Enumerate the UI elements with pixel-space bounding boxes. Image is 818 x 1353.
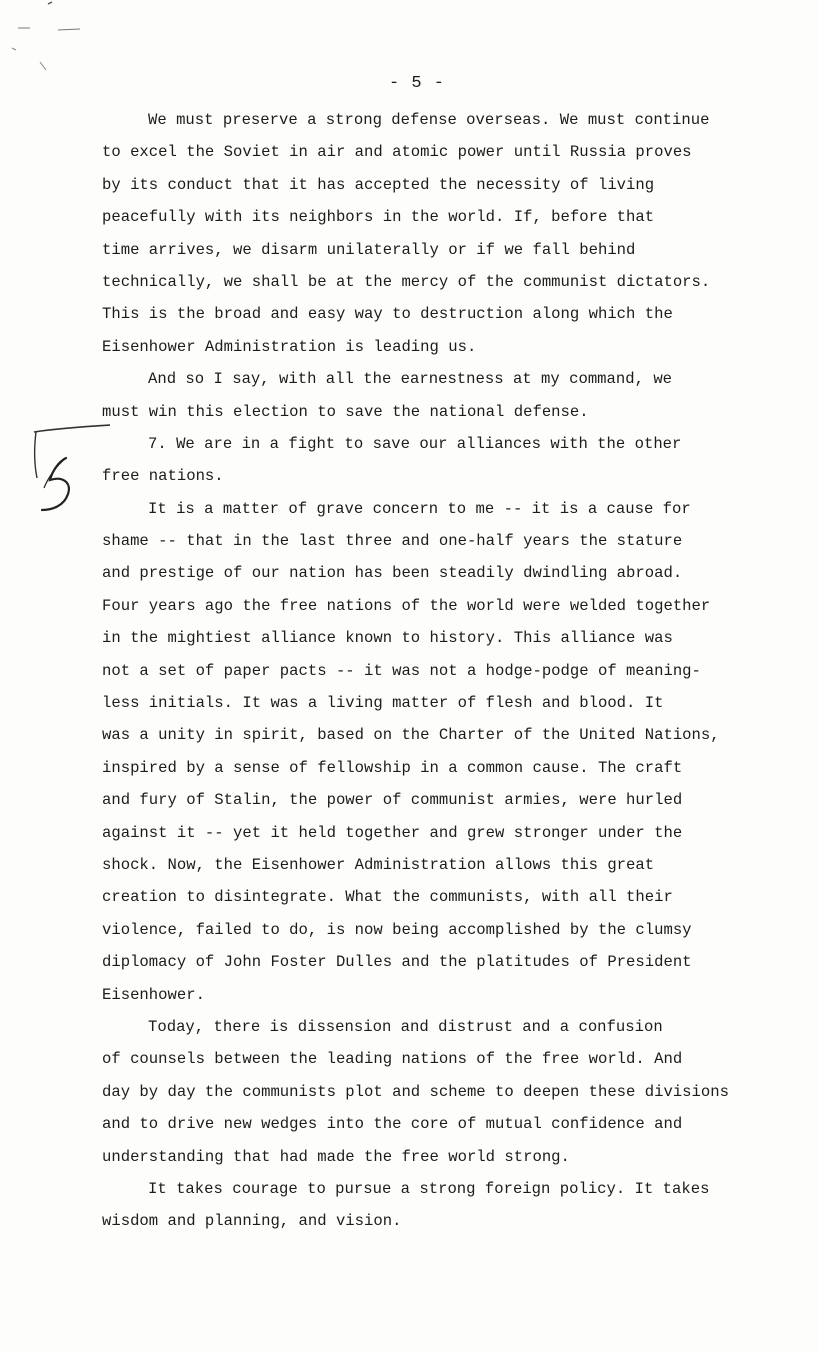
paragraph bbox=[102, 428, 802, 493]
text-line: and to drive new wedges into the core of mutual confidence and bbox=[102, 1115, 683, 1134]
paragraph bbox=[102, 363, 802, 428]
text-line: shame -- that in the last three and one-half years the stature bbox=[102, 532, 683, 551]
text-line: violence, failed to do, is now being accomplished by the clumsy bbox=[102, 920, 692, 939]
text-line: technically, we shall be at the mercy of the communist dictators. bbox=[102, 272, 711, 291]
paragraph bbox=[102, 493, 802, 1011]
text-line: 7. We are in a fight to save our alliances with the other bbox=[148, 434, 682, 453]
document-body bbox=[102, 104, 802, 1238]
text-line: in the mightiest alliance known to history. This alliance was bbox=[102, 629, 673, 648]
text-line: and prestige of our nation has been steadily dwindling abroad. bbox=[102, 564, 683, 583]
text-line: Eisenhower. bbox=[102, 985, 205, 1004]
text-line: understanding that had made the free world strong. bbox=[102, 1147, 570, 1166]
scan-artifact-marks bbox=[0, 0, 110, 80]
paragraph bbox=[102, 104, 802, 363]
text-line: It is a matter of grave concern to me -- it is a cause for bbox=[148, 499, 691, 518]
text-line: wisdom and planning, and vision. bbox=[102, 1212, 402, 1231]
text-line: of counsels between the leading nations of the free world. And bbox=[102, 1050, 683, 1069]
text-line: It takes courage to pursue a strong foreign policy. It takes bbox=[148, 1179, 710, 1198]
text-line: shock. Now, the Eisenhower Administration allows this great bbox=[102, 855, 655, 874]
page-number: - 5 - bbox=[388, 74, 445, 93]
text-line: to excel the Soviet in air and atomic power until Russia proves bbox=[102, 143, 692, 162]
paragraph bbox=[102, 1011, 802, 1173]
text-line: diplomacy of John Foster Dulles and the platitudes of President bbox=[102, 953, 692, 972]
paragraph bbox=[102, 1173, 802, 1238]
text-line: time arrives, we disarm unilaterally or if we fall behind bbox=[102, 240, 636, 259]
text-line: not a set of paper pacts -- it was not a hodge-podge of meaning- bbox=[102, 661, 701, 680]
text-line: This is the broad and easy way to destruction along which the bbox=[102, 305, 673, 324]
text-line: Today, there is dissension and distrust and a confusion bbox=[148, 1017, 663, 1036]
text-line: must win this election to save the national defense. bbox=[102, 402, 589, 421]
text-line: inspired by a sense of fellowship in a common cause. The craft bbox=[102, 758, 683, 777]
text-line: by its conduct that it has accepted the necessity of living bbox=[102, 175, 655, 194]
text-line: Four years ago the free nations of the world were welded together bbox=[102, 596, 711, 615]
handwritten-margin-note bbox=[30, 418, 110, 528]
text-line: And so I say, with all the earnestness at my command, we bbox=[148, 370, 673, 389]
text-line: less initials. It was a living matter of flesh and blood. It bbox=[102, 694, 664, 713]
text-line: creation to disintegrate. What the communists, with all their bbox=[102, 888, 673, 907]
text-line: and fury of Stalin, the power of communist armies, were hurled bbox=[102, 791, 683, 810]
text-line: day by day the communists plot and scheme to deepen these divisions bbox=[102, 1082, 729, 1101]
text-line: was a unity in spirit, based on the Charter of the United Nations, bbox=[102, 726, 720, 745]
text-line: free nations. bbox=[102, 467, 224, 486]
text-line: We must preserve a strong defense overseas. We must continue bbox=[148, 111, 710, 129]
text-line: Eisenhower Administration is leading us. bbox=[102, 337, 477, 356]
text-line: against it -- yet it held together and grew stronger under the bbox=[102, 823, 683, 842]
text-line: peacefully with its neighbors in the world. If, before that bbox=[102, 208, 655, 227]
